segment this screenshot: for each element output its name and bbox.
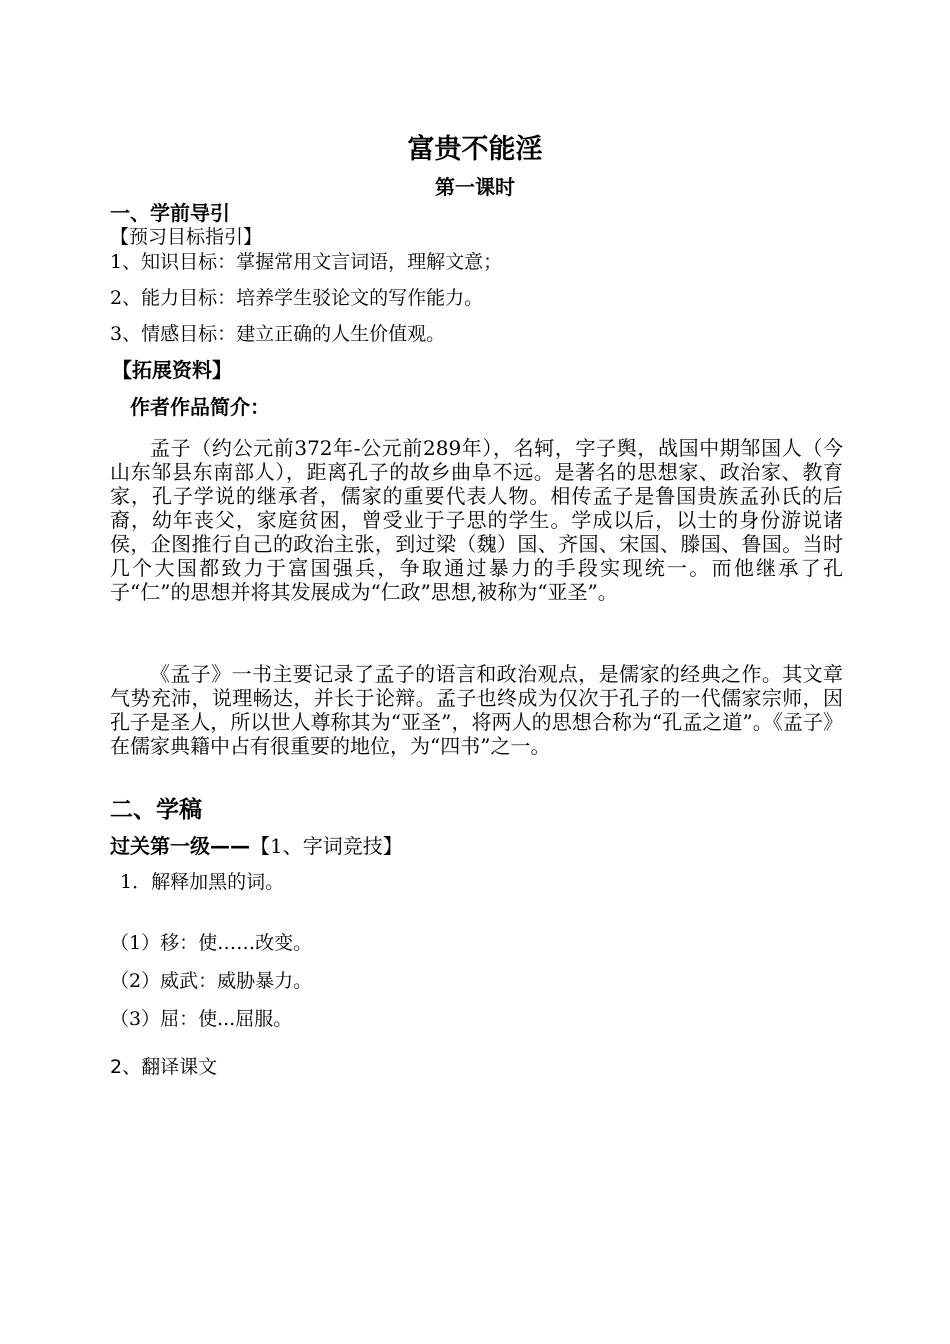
goal-item: 2、能力目标：培养学生驳论文的写作能力。 [110,287,484,309]
answer-item: （3）屈：使...屈服。 [110,1008,293,1030]
level-bracket: 【1、字词竞技】 [250,834,403,858]
goal-item: 1、知识目标：掌握常用文言词语，理解文意； [110,251,503,273]
answer-item: （1）移：使……改变。 [110,932,313,954]
page-title: 富贵不能淫 [407,134,543,165]
section-heading-study: 二、学稿 [110,797,202,823]
extension-label: 【拓展资料】 [112,358,232,382]
answer-item: （2）威武：威胁暴力。 [110,970,313,992]
page-subtitle: 第一课时 [435,175,515,199]
level-heading [110,836,403,856]
task-translate: 2、翻译课文 [110,1056,218,1078]
task-explain-words: 1．解释加黑的词。 [120,871,285,893]
paragraph-mencius-book: 《孟子》一书主要记录了孟子的语言和政治观点，是儒家的经典之作。其文章气势充沛，说理畅达，并长于论辩。孟子也终成为仅次于孔子的一代儒家宗师，因孔子是圣人，所以世人尊称其为“亚圣”，将两人的思想合称为“孔孟之道”。《孟子》在儒家典籍中占有很重要的地位，为“四书”之一。 [110,662,843,758]
preview-goals-label: 【预习目标指引】 [110,226,263,248]
section-heading-preview: 一、学前导引 [110,201,230,225]
paragraph-mencius-bio: 孟子（约公元前372年-公元前289年），名轲，字子舆，战国中期邹国人（今山东邹县东南部人），距离孔子的故乡曲阜不远。是著名的思想家、政治家、教育家，孔子学说的继承者，儒家的重要代表人物。相传孟子是鲁国贵族孟孙氏的后裔，幼年丧父，家庭贫困，曾受业于子思的学生。学成以后，以士的身份游说诸侯，企图推行自己的政治主张，到过梁（魏）国、齐国、宋国、滕国、鲁国。当时几个大国都致力于富国强兵，争取通过暴力的手段实现统一。而他继承了孔子“仁”的思想并将其发展成为“仁政”思想,被称为“亚圣”。 [110,436,843,604]
author-intro-label: 作者作品简介： [130,395,270,419]
goal-item: 3、情感目标：建立正确的人生价值观。 [110,323,446,345]
level-label: 过关第一级—— [110,834,250,858]
